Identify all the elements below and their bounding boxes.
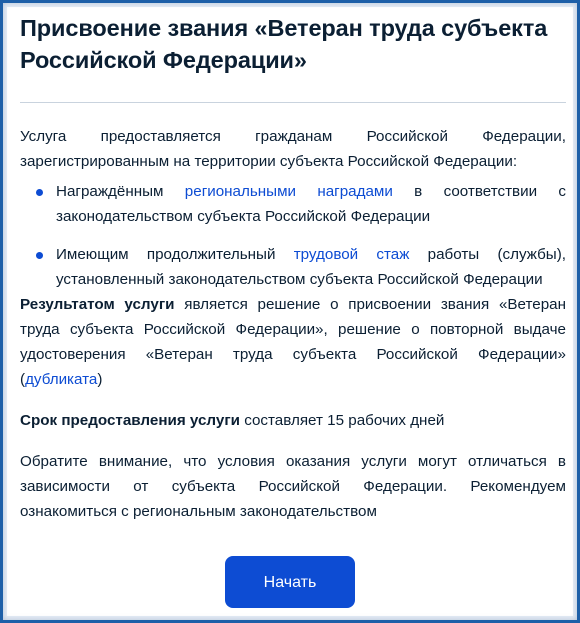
- page-title: Присвоение звания «Ветеран труда субъекта Российской Федерации»: [20, 15, 548, 73]
- result-text: [20, 292, 566, 392]
- result-close: ): [97, 371, 103, 388]
- term-text: [20, 408, 566, 433]
- list-item: [20, 242, 566, 292]
- button-container: [0, 556, 580, 608]
- intro-text: Услуга предоставляется гражданам Российской Федерации, зарегистрированным на территории субъекта Российской Федерации:: [20, 128, 566, 170]
- result-body: является решение о присвоении звания «Ветеран труда субъекта Российской Федерации», решение о повторной выдаче удостоверения «Ветеран труда субъекта Российской Федерации» (: [20, 296, 566, 388]
- duplicate-link[interactable]: дубликата: [25, 371, 98, 388]
- regional-awards-link[interactable]: региональными наградами: [184, 183, 393, 200]
- list-item: [20, 179, 566, 229]
- service-card: [20, 12, 566, 524]
- list-item-text-before: Имеющим продолжительный: [56, 246, 294, 263]
- bullet-icon: [36, 189, 43, 196]
- divider: [20, 102, 566, 103]
- list-item-text-before: Награждённым: [56, 183, 185, 200]
- list-item-text-after: в соответствии с законодательством субъекта Российской Федерации: [56, 183, 567, 225]
- result-label: Результатом услуги: [20, 296, 175, 313]
- list-item-text-after: работы (службы), установленный законодательством субъекта Российской Федерации: [56, 246, 566, 288]
- term-label: Срок предоставления услуги: [20, 412, 240, 429]
- eligibility-list: [20, 179, 566, 292]
- term-body: составляет 15 рабочих дней: [239, 412, 445, 429]
- bullet-icon: [36, 252, 43, 259]
- note-text: Обратите внимание, что условия оказания услуги могут отличаться в зависимости от субъекта Российской Федерации. Рекомендуем ознакомиться с региональным законодательством: [20, 453, 566, 520]
- start-button[interactable]: Начать: [225, 556, 355, 608]
- work-experience-link[interactable]: трудовой стаж: [293, 246, 410, 263]
